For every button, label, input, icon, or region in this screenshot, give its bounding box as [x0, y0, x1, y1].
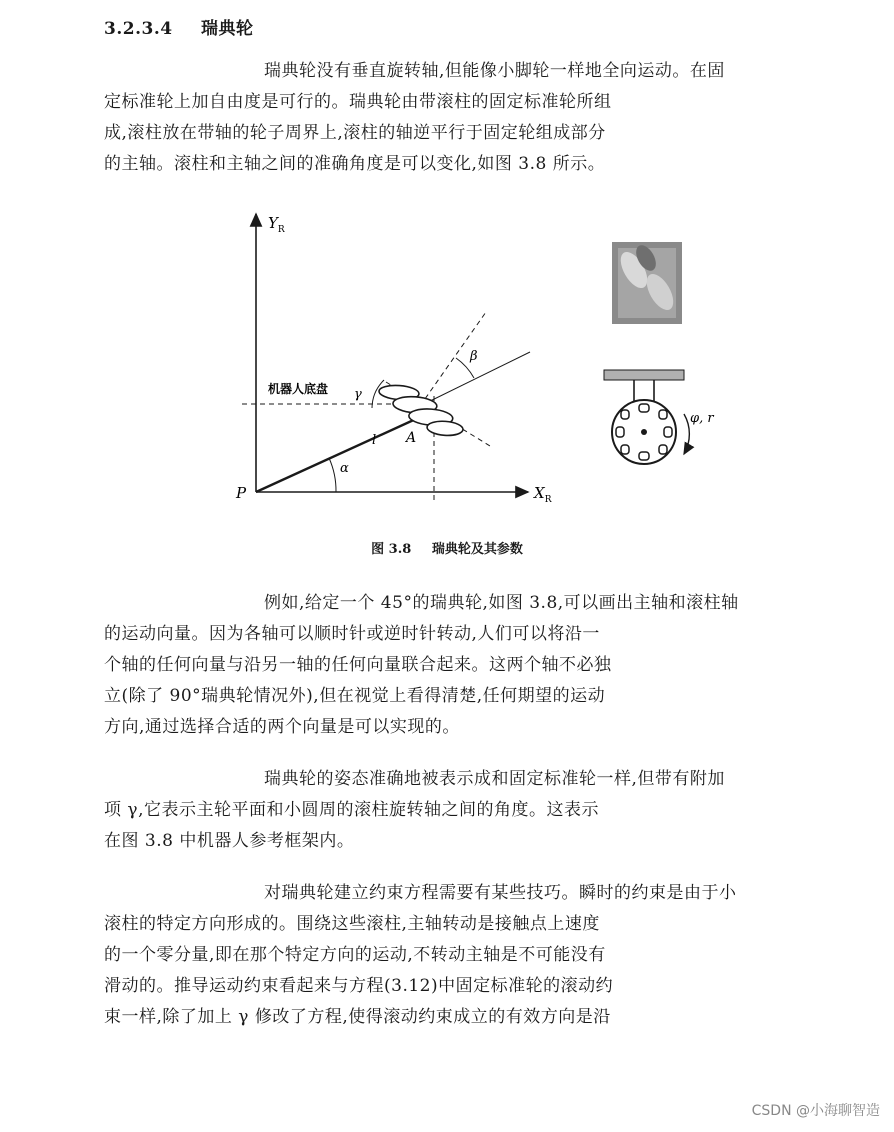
a-label: A	[406, 430, 417, 446]
watermark: CSDN @小海聊智造	[751, 1103, 880, 1119]
text-line: 成,滚柱放在带轴的轮子周界上,滚柱的轴逆平行于固定轮组成部分	[104, 123, 606, 143]
origin-label: P	[236, 484, 247, 502]
text-line: 对瑞典轮建立约束方程需要有某些技巧。瞬时的约束是由于小	[264, 883, 737, 903]
caption-text: 瑞典轮及其参数	[431, 542, 523, 557]
paragraph-2	[104, 764, 824, 857]
caption-number: 图 3.8	[371, 542, 412, 557]
text-line: 个轴的任何向量与沿另一轴的任何向量联合起来。这两个轴不必独	[104, 655, 612, 675]
roller	[659, 410, 667, 419]
text-line: 定标准轮上加自由度是可行的。瑞典轮由带滚柱的固定标准轮所组	[104, 92, 612, 112]
roller	[659, 445, 667, 454]
l-label: l	[372, 433, 377, 448]
wheel-hub	[641, 429, 647, 435]
alpha-arc	[329, 458, 336, 492]
text-line: 瑞典轮没有垂直旋转轴,但能像小脚轮一样地全向运动。在固	[264, 61, 725, 81]
mount-plate	[604, 370, 684, 380]
alpha-label: α	[340, 461, 349, 476]
text-line: 的运动向量。因为各轴可以顺时针或逆时针转动,人们可以将沿一	[104, 624, 600, 644]
text-line: 束一样,除了加上 γ 修改了方程,使得滚动约束成立的有效方向是沿	[104, 1007, 611, 1027]
text-line: 项 γ,它表示主轮平面和小圆周的滚柱旋转轴之间的角度。这表示	[104, 800, 599, 820]
roller	[621, 445, 629, 454]
figure-swedish-wheel	[0, 200, 894, 530]
gamma-label: γ	[354, 387, 362, 402]
roller	[427, 420, 464, 436]
roller	[639, 452, 649, 460]
text-line: 滚柱的特定方向形成的。围绕这些滚柱,主轴转动是接触点上速度	[104, 914, 600, 934]
paragraph-3	[104, 878, 824, 1033]
section-number: 3.2.3.4	[104, 19, 173, 39]
text-line: 在图 3.8 中机器人参考框架内。	[104, 831, 355, 851]
text-line: 瑞典轮的姿态准确地被表示成和固定标准轮一样,但带有附加	[264, 769, 725, 789]
roller	[616, 427, 624, 437]
intro-paragraph	[104, 56, 824, 180]
roller	[639, 404, 649, 412]
phi-r-label: φ, r	[690, 411, 714, 426]
text-line: 例如,给定一个 45°的瑞典轮,如图 3.8,可以画出主轴和滚柱轴	[264, 593, 739, 613]
chassis-label: 机器人底盘	[268, 382, 329, 396]
roller	[664, 427, 672, 437]
roller	[621, 410, 629, 419]
text-line: 的一个零分量,即在那个特定方向的运动,不转动主轴是不可能没有	[104, 945, 606, 965]
section-title: 瑞典轮	[201, 19, 254, 39]
line-l	[256, 418, 418, 492]
rotation-arrow	[684, 414, 689, 454]
text-line: 的主轴。滚柱和主轴之间的准确角度是可以变化,如图 3.8 所示。	[104, 154, 606, 174]
swedish-wheel-side	[370, 368, 473, 451]
paragraph-1	[104, 588, 824, 743]
text-line: 滑动的。推导运动约束看起来与方程(3.12)中固定标准轮的滚动约	[104, 976, 614, 996]
y-axis-label: $Y_R$	[268, 214, 285, 235]
x-axis-label: $X_R$	[534, 484, 552, 505]
section-heading	[104, 14, 254, 39]
beta-label: β	[470, 349, 478, 364]
text-line: 方向,通过选择合适的两个向量是可以实现的。	[104, 717, 460, 737]
figure-caption	[0, 538, 894, 557]
text-line: 立(除了 90°瑞典轮情况外),但在视觉上看得清楚,任何期望的运动	[104, 686, 606, 706]
